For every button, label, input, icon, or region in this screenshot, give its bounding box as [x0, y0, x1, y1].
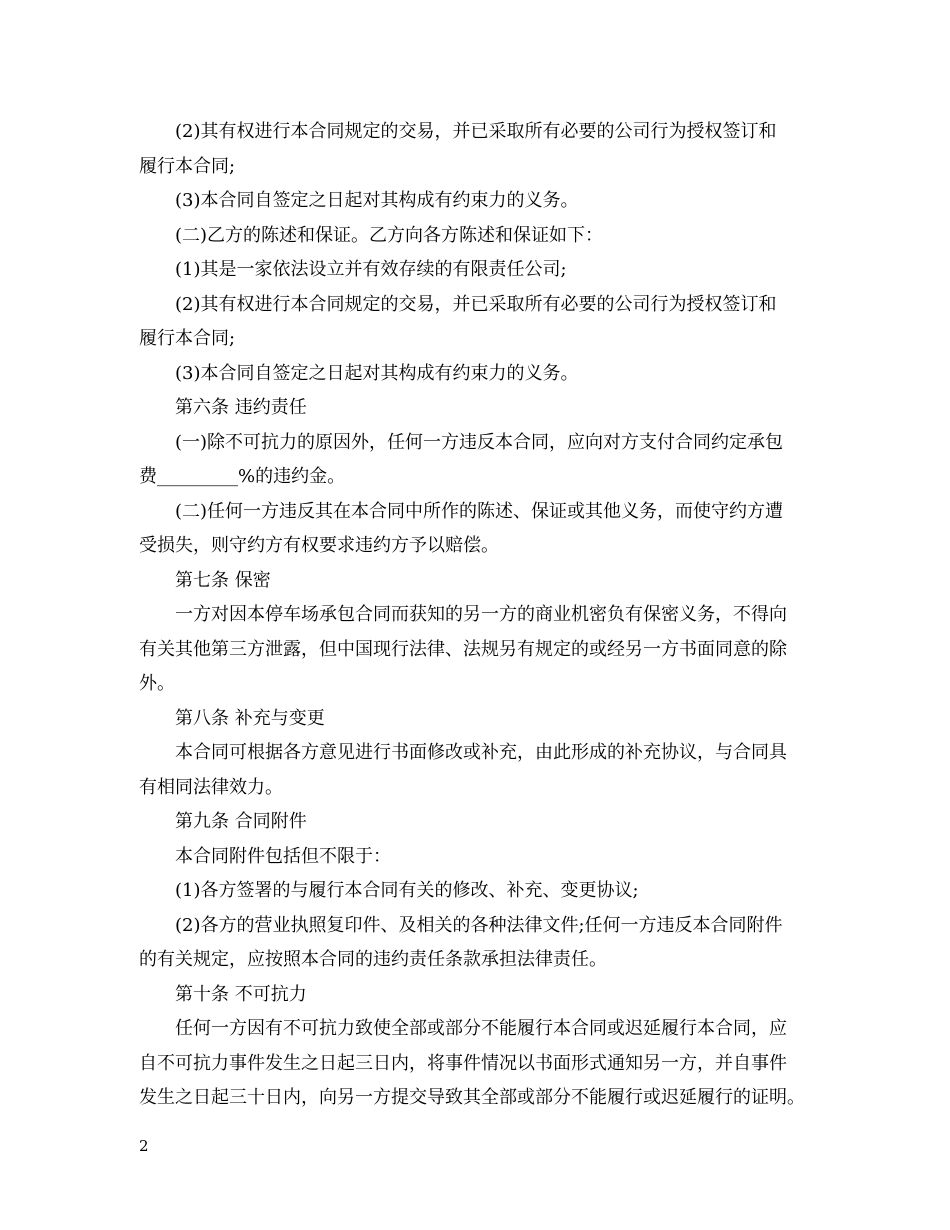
text-line: 有关其他第三方泄露，但中国现行法律、法规另有规定的或经另一方书面同意的除 [139, 638, 787, 660]
text-line: 第八条 补充与变更 [175, 707, 325, 729]
text-line: 的有关规定，应按照本合同的违约责任条款承担法律责任。 [139, 949, 607, 970]
document-body [139, 115, 815, 1116]
text-line: 履行本合同; [139, 155, 236, 177]
text-line: 发生之日起三十日内，向另一方提交导致其全部或部分不能履行或迟延履行的证明。 [139, 1087, 805, 1108]
text-line: (一)除不可抗力的原因外，任何一方违反本合同，应向对方支付合同约定承包 [175, 431, 784, 453]
text-line: 费_________%的违约金。 [139, 466, 346, 487]
text-line: 第六条 违约责任 [175, 397, 307, 418]
text-line: 第七条 保密 [175, 569, 271, 591]
text-line: 本合同附件包括但不限于： [175, 845, 391, 867]
text-line: 任何一方因有不可抗力致使全部或部分不能履行本合同或迟延履行本合同，应 [175, 1018, 787, 1039]
text-line: (二)乙方的陈述和保证。乙方向各方陈述和保证如下： [175, 224, 604, 246]
text-line: (2)其有权进行本合同规定的交易，并已采取所有必要的公司行为授权签订和 [175, 121, 777, 142]
text-line: 第九条 合同附件 [175, 811, 307, 832]
text-line: (2)各方的营业执照复印件、及相关的各种法律文件;任何一方违反本合同附件 [175, 914, 783, 936]
text-line: (二)任何一方违反其在本合同中所作的陈述、保证或其他义务，而使守约方遭 [175, 500, 784, 522]
text-line: (2)其有权进行本合同规定的交易，并已采取所有必要的公司行为授权签订和 [175, 293, 777, 315]
text-line: (3)本合同自签定之日起对其构成有约束力的义务。 [175, 362, 579, 384]
text-line: 受损失，则守约方有权要求违约方予以赔偿。 [139, 535, 499, 556]
text-line: 外。 [139, 673, 175, 694]
text-line: 履行本合同; [139, 328, 236, 349]
text-line: 本合同可根据各方意见进行书面修改或补充，由此形成的补充协议，与合同具 [175, 742, 787, 763]
text-line: (1)其是一家依法设立并有效存续的有限责任公司; [175, 259, 567, 280]
text-line: 一方对因本停车场承包合同而获知的另一方的商业机密负有保密义务，不得向 [175, 604, 787, 625]
text-line: (1)各方签署的与履行本合同有关的修改、补充、变更协议; [175, 880, 639, 901]
page-number: 2 [139, 1137, 149, 1155]
text-line: 有相同法律效力。 [139, 776, 283, 798]
text-line: (3)本合同自签定之日起对其构成有约束力的义务。 [175, 190, 579, 211]
text-line: 第十条 不可抗力 [175, 983, 307, 1005]
text-line: 自不可抗力事件发生之日起三日内，将事件情况以书面形式通知另一方，并自事件 [139, 1052, 787, 1074]
